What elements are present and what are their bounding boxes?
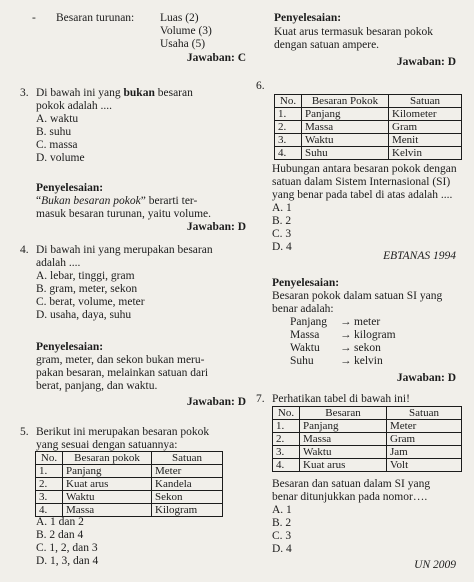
intro-val-2: Volume (3)	[160, 25, 212, 37]
top-solution-line1: Kuat arus termasuk besaran pokok	[274, 26, 434, 38]
table-row	[275, 108, 462, 121]
q4-option-d: D. usaha, daya, suhu	[36, 309, 132, 321]
table-cell: Waktu	[300, 446, 387, 459]
q4-solution-line3: berat, panjang, dan waktu.	[36, 380, 158, 392]
table-row	[273, 433, 462, 446]
q6-solution-line2: benar adalah:	[272, 303, 334, 315]
table-row	[275, 121, 462, 134]
table-cell: Massa	[63, 504, 152, 517]
table-cell: Panjang	[63, 465, 152, 478]
table-cell: Meter	[152, 465, 223, 478]
table-cell: Sekon	[152, 491, 223, 504]
q4-solution-line2: pakan besaran, melainkan satuan dari	[36, 367, 209, 379]
q5-option-c: C. 1, 2, dan 3	[36, 542, 98, 554]
q4-question-line2: adalah ....	[36, 257, 81, 269]
table-cell: Kilometer	[389, 108, 462, 121]
table-row	[36, 491, 223, 504]
q4-option-a: A. lebar, tinggi, gram	[36, 270, 135, 282]
q7-question-line2: Besaran dan satuan dalam SI yang	[272, 478, 431, 490]
table-header-cell: No.	[275, 95, 302, 108]
q6-solution-title: Penyelesaian:	[272, 277, 340, 289]
table-cell: 1.	[36, 465, 63, 478]
q6-answer: Jawaban: D	[396, 372, 456, 384]
q4-question: Di bawah ini yang merupakan besaran	[36, 244, 213, 256]
q3-question: Di bawah ini yang bukan besaran	[36, 87, 193, 99]
table-cell: Waktu	[302, 134, 389, 147]
table-cell: Massa	[300, 433, 387, 446]
q4-option-b: B. gram, meter, sekon	[36, 283, 138, 295]
table-cell: 2.	[275, 121, 302, 134]
q5-table	[35, 451, 223, 517]
table-row	[273, 446, 462, 459]
table-row	[36, 478, 223, 491]
table-cell: Panjang	[302, 108, 389, 121]
table-cell: Waktu	[63, 491, 152, 504]
table-cell: Kelvin	[389, 147, 462, 160]
table-header-row	[36, 452, 223, 465]
table-header-row	[273, 407, 462, 420]
table-cell: Menit	[389, 134, 462, 147]
table-header-row	[275, 95, 462, 108]
intro-answer: Jawaban: C	[186, 52, 246, 64]
q6-option-b: B. 2	[272, 215, 292, 227]
table-cell: Kuat arus	[300, 459, 387, 472]
q7-option-d: D. 4	[272, 543, 292, 555]
q3-solution-line1: “Bukan besaran pokok” berarti ter-	[36, 195, 198, 207]
q3-solution-title: Penyelesaian:	[36, 182, 104, 194]
q5-number: 5.	[20, 426, 29, 438]
q3-option-d: D. volume	[36, 152, 85, 164]
q6-question-line1: Hubungan antara besaran pokok dengan	[272, 163, 457, 175]
table-header-cell: Satuan	[389, 95, 462, 108]
table-cell: 4.	[273, 459, 300, 472]
table-row	[273, 459, 462, 472]
table-header-cell: No.	[36, 452, 63, 465]
q3-option-a: A. waktu	[36, 113, 79, 125]
table-row	[273, 420, 462, 433]
q7-option-b: B. 2	[272, 517, 292, 529]
mapping-row: Waktu → sekon	[290, 342, 381, 354]
q6-source: EBTANAS 1994	[383, 250, 456, 262]
q3-number: 3.	[20, 87, 29, 99]
table-row	[275, 147, 462, 160]
table-cell: Suhu	[302, 147, 389, 160]
table-header-cell: Besaran	[300, 407, 387, 420]
table-cell: Kandela	[152, 478, 223, 491]
q7-table	[272, 406, 462, 472]
q3-option-b: B. suhu	[36, 126, 72, 138]
mapping-row: Panjang → meter	[290, 316, 381, 328]
table-cell: 2.	[273, 433, 300, 446]
table-header-cell: No.	[273, 407, 300, 420]
q5-option-b: B. 2 dan 4	[36, 529, 84, 541]
table-cell: Jam	[387, 446, 462, 459]
table-cell: 2.	[36, 478, 63, 491]
q6-option-c: C. 3	[272, 228, 292, 240]
table-cell: Meter	[387, 420, 462, 433]
table-header-cell: Besaran Pokok	[302, 95, 389, 108]
q7-question: Perhatikan tabel di bawah ini!	[272, 393, 410, 405]
table-header-cell: Satuan	[152, 452, 223, 465]
q5-option-d: D. 1, 3, dan 4	[36, 555, 99, 567]
intro-val-1: Luas (2)	[160, 12, 199, 24]
q3-option-c: C. massa	[36, 139, 78, 151]
q6-table	[274, 94, 462, 160]
intro-dash: -	[32, 12, 36, 24]
table-cell: Gram	[389, 121, 462, 134]
table-row	[36, 465, 223, 478]
q4-option-c: C. berat, volume, meter	[36, 296, 145, 308]
table-cell: Gram	[387, 433, 462, 446]
table-cell: 1.	[273, 420, 300, 433]
intro-label: Besaran turunan:	[56, 12, 135, 24]
top-solution-title: Penyelesaian:	[274, 12, 342, 24]
top-solution-line2: dengan satuan ampere.	[274, 39, 380, 51]
q5-option-a: A. 1 dan 2	[36, 516, 84, 528]
q7-question-line3: benar ditunjukkan pada nomor….	[272, 491, 428, 503]
q6-question-line2: satuan dalam Sistem Internasional (SI)	[272, 176, 451, 188]
table-header-cell: Satuan	[387, 407, 462, 420]
table-row	[36, 504, 223, 517]
q4-solution-title: Penyelesaian:	[36, 341, 104, 353]
table-cell: 1.	[275, 108, 302, 121]
q4-solution-line1: gram, meter, dan sekon bukan meru-	[36, 354, 205, 366]
q3-answer: Jawaban: D	[186, 221, 246, 233]
q5-question: Berikut ini merupakan besaran pokok	[36, 426, 210, 438]
table-cell: Kilogram	[152, 504, 223, 517]
q4-number: 4.	[20, 244, 29, 256]
q7-number: 7.	[256, 393, 265, 405]
q6-option-d: D. 4	[272, 241, 292, 253]
table-cell: Volt	[387, 459, 462, 472]
table-cell: 4.	[275, 147, 302, 160]
q6-solution-line1: Besaran pokok dalam satuan SI yang	[272, 290, 443, 302]
q6-question-line3: yang benar pada tabel di atas adalah ....	[272, 189, 453, 201]
top-answer: Jawaban: D	[396, 56, 456, 68]
mapping-row: Massa → kilogram	[290, 329, 396, 341]
q7-option-a: A. 1	[272, 504, 292, 516]
table-cell: 3.	[273, 446, 300, 459]
mapping-row: Suhu → kelvin	[290, 355, 383, 367]
q4-answer: Jawaban: D	[186, 396, 246, 408]
q6-option-a: A. 1	[272, 202, 292, 214]
table-cell: 3.	[36, 491, 63, 504]
table-row	[275, 134, 462, 147]
table-cell: Kuat arus	[63, 478, 152, 491]
q7-source: UN 2009	[414, 559, 456, 571]
table-cell: Massa	[302, 121, 389, 134]
table-cell: 3.	[275, 134, 302, 147]
q5-question-line2: yang sesuai dengan satuannya:	[36, 439, 178, 451]
q7-option-c: C. 3	[272, 530, 292, 542]
table-cell: Panjang	[300, 420, 387, 433]
intro-val-3: Usaha (5)	[160, 38, 206, 50]
q3-solution-line2: masuk besaran turunan, yaitu volume.	[36, 208, 212, 220]
table-cell: 4.	[36, 504, 63, 517]
q3-question-line2: pokok adalah ....	[36, 100, 113, 112]
table-header-cell: Besaran pokok	[63, 452, 152, 465]
q6-number: 6.	[256, 80, 265, 92]
